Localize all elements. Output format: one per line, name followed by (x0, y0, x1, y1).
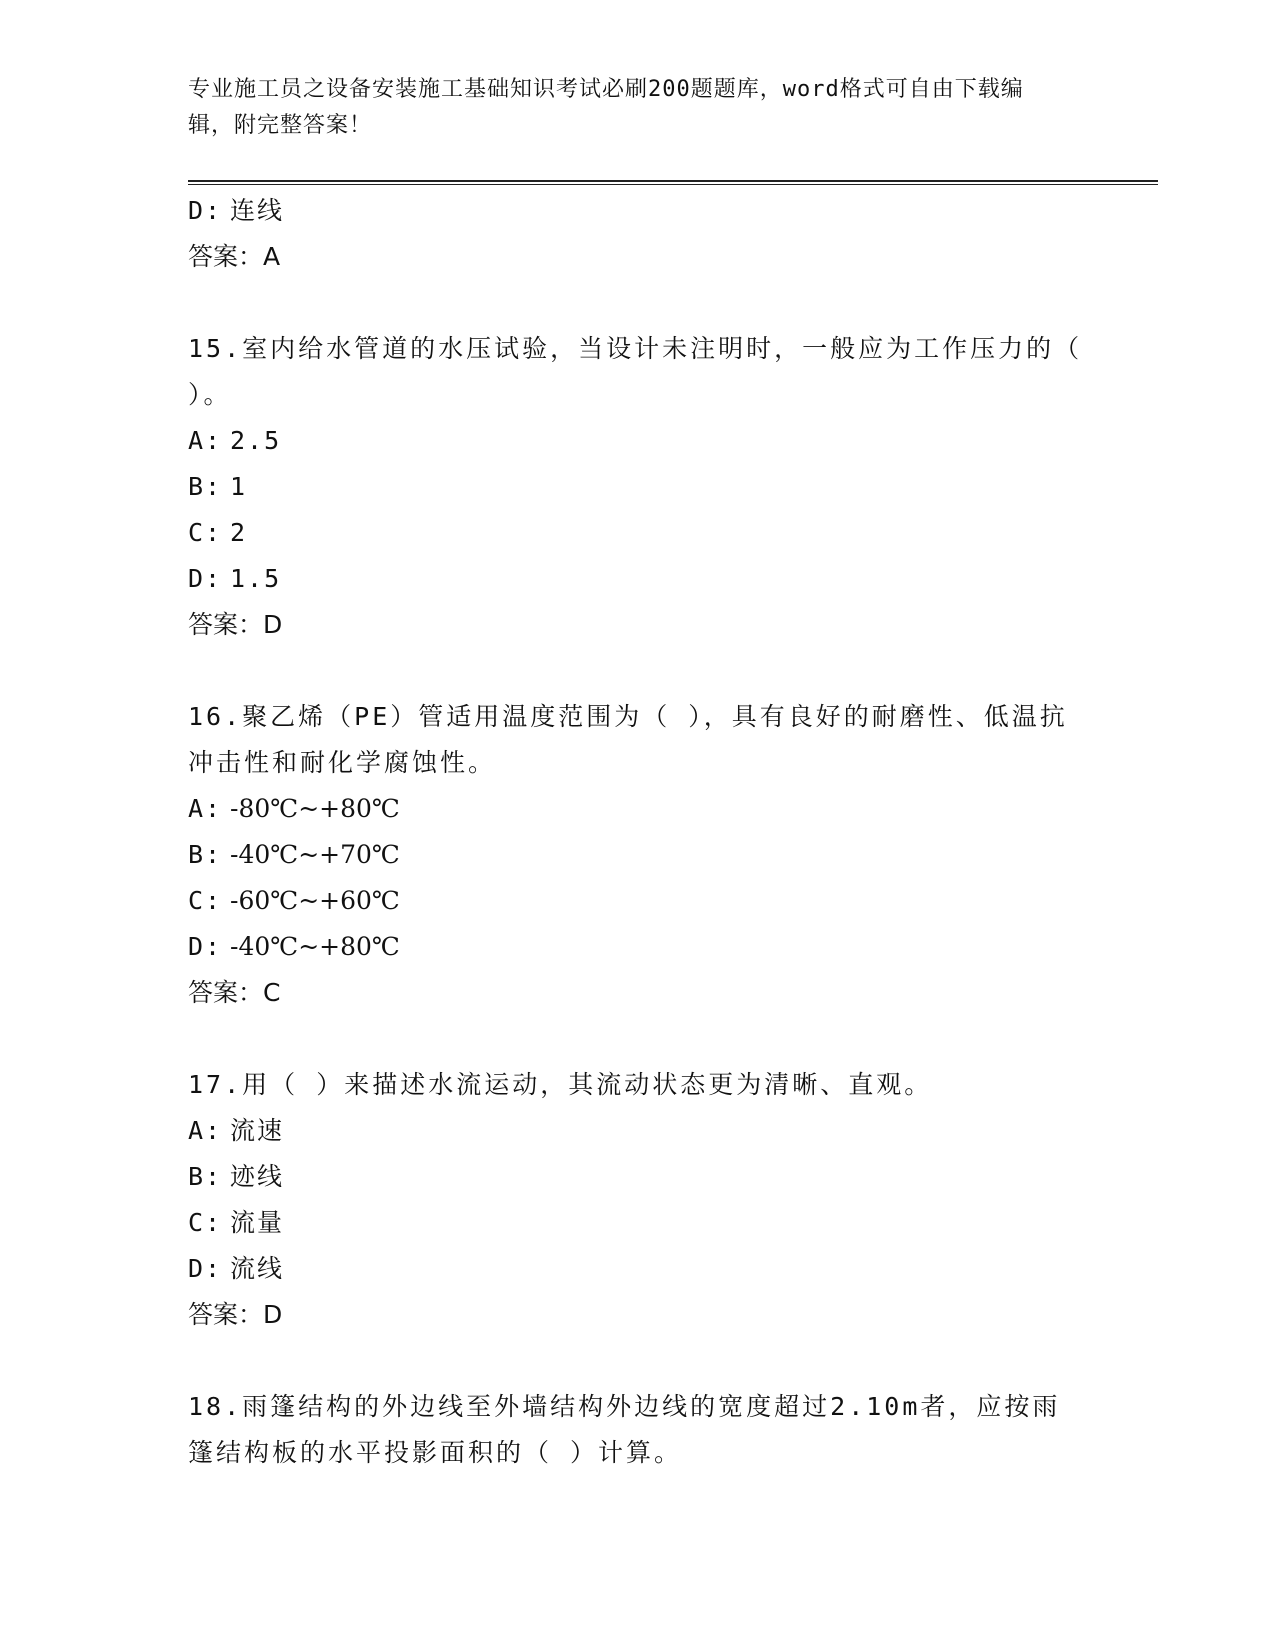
header-title: 专业施工员之设备安装施工基础知识考试必刷200题题库，word格式可自由下载编辑，附完整答案！ (188, 77, 1024, 138)
question-16: 16.聚乙烯（PE）管适用温度范围为（ ），具有良好的耐磨性、低温抗冲击性和耐化学腐蚀性。 (188, 702, 1068, 777)
option-label: D: (188, 1254, 223, 1283)
option-d (188, 924, 1088, 970)
option-label: B: (188, 1162, 223, 1191)
option-b (188, 832, 1088, 878)
option-text: 2.5 (230, 426, 282, 455)
spacer (188, 1016, 1088, 1062)
option-label: C: (188, 1208, 223, 1237)
option-a (188, 418, 1088, 464)
option-a (188, 1108, 1088, 1154)
option-text: 迹线 (230, 1162, 285, 1191)
spacer (188, 1338, 1088, 1384)
option-label: A: (188, 426, 223, 455)
option-c (188, 878, 1088, 924)
option-label: A: (188, 1116, 223, 1145)
option-text: -40℃~+70℃ (230, 840, 400, 869)
option-a (188, 786, 1088, 832)
header-divider (188, 180, 1158, 182)
option-d (188, 556, 1088, 602)
document-header (188, 72, 1068, 144)
option-text: 连线 (230, 196, 285, 225)
question-15: 15.室内给水管道的水压试验，当设计未注明时，一般应为工作压力的（ ）。 (188, 334, 1083, 409)
option-text: 流量 (230, 1208, 285, 1237)
question-18: 18.雨篷结构的外边线至外墙结构外边线的宽度超过2.10m者，应按雨篷结构板的水平投影面积的（ ）计算。 (188, 1392, 1061, 1467)
option-c (188, 510, 1088, 556)
option-d (188, 188, 1088, 234)
option-label: B: (188, 472, 223, 501)
option-text: -40℃~+80℃ (230, 932, 400, 961)
answer: 答案：C (188, 978, 281, 1007)
option-d (188, 1246, 1088, 1292)
spacer (188, 280, 1088, 326)
header-divider-thin (188, 184, 1158, 185)
option-text: -80℃~+80℃ (230, 794, 400, 823)
option-label: D: (188, 932, 223, 961)
option-label: C: (188, 886, 223, 915)
option-text: -60℃~+60℃ (230, 886, 400, 915)
option-b (188, 464, 1088, 510)
option-text: 流线 (230, 1254, 285, 1283)
option-text: 2 (230, 518, 248, 547)
answer: 答案：D (188, 1300, 283, 1329)
answer: 答案：D (188, 610, 283, 639)
option-text: 1 (230, 472, 248, 501)
answer: 答案：A (188, 242, 281, 271)
option-b (188, 1154, 1088, 1200)
option-label: D: (188, 564, 223, 593)
document-body (188, 188, 1088, 1476)
option-label: B: (188, 840, 223, 869)
question-17: 17.用（ ）来描述水流运动，其流动状态更为清晰、直观。 (188, 1070, 933, 1099)
option-c (188, 1200, 1088, 1246)
option-label: D: (188, 196, 223, 225)
option-label: C: (188, 518, 223, 547)
option-text: 流速 (230, 1116, 285, 1145)
option-text: 1.5 (230, 564, 282, 593)
spacer (188, 648, 1088, 694)
option-label: A: (188, 794, 223, 823)
